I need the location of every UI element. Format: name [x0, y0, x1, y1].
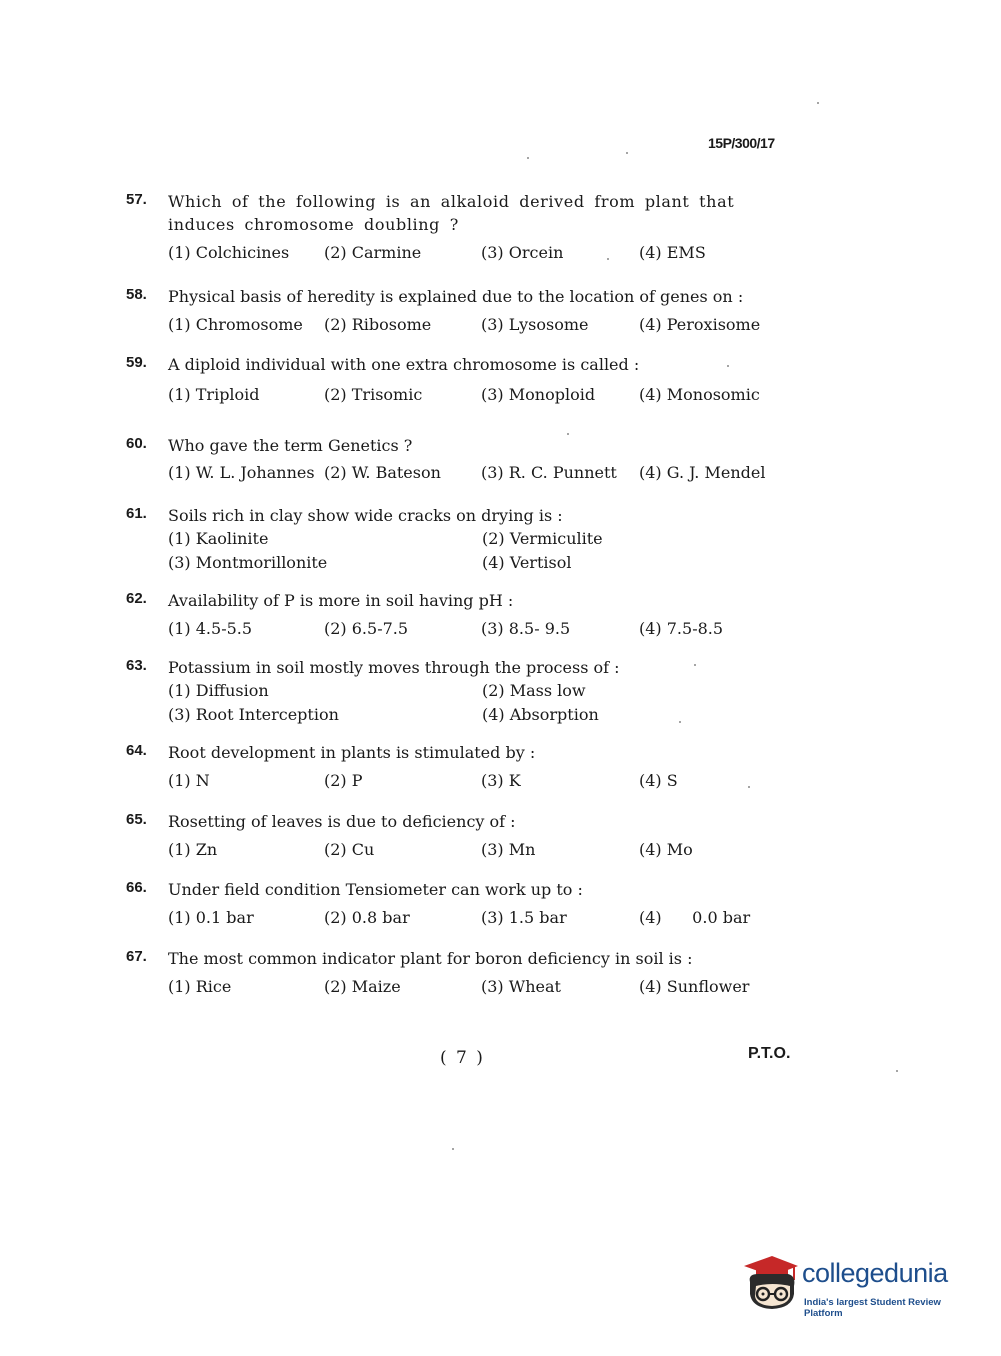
question-text: Potassium in soil mostly moves through the process of :: [168, 658, 620, 677]
option-1: (1) Zn: [168, 840, 218, 859]
option-4: (4) Sunflower: [639, 977, 750, 996]
option-1: (1) Chromosome: [168, 315, 303, 334]
question-text: Root development in plants is stimulated by :: [168, 743, 536, 762]
option-4: (4) 0.0 bar: [639, 908, 751, 927]
question-text: Which of the following is an alkaloid derived from plant that induces chromosome doubling ?: [168, 192, 735, 234]
option-4: (4) Monosomic: [639, 385, 760, 404]
option-4: (4) EMS: [639, 243, 706, 262]
option-2: (2) P: [324, 771, 363, 790]
option-2: (2) Carmine: [324, 243, 422, 262]
paper-code: 15P/300/17: [708, 135, 775, 151]
scan-speck: [748, 786, 750, 788]
option-3: (3) Orcein: [481, 243, 564, 262]
logo-name: collegedunia: [802, 1258, 948, 1288]
options: [168, 618, 806, 640]
scan-speck: [567, 433, 569, 435]
options: [168, 528, 806, 574]
collegedunia-logo: [742, 1252, 972, 1319]
option-3: (3) K: [481, 771, 521, 790]
option-3: (3) 8.5- 9.5: [481, 619, 571, 638]
logo-tagline: India's largest Student Review Platform: [804, 1297, 941, 1319]
question-number: 66.: [126, 879, 147, 896]
question-text: Under field condition Tensiometer can work up to :: [168, 880, 583, 899]
question-66: [126, 878, 806, 929]
option-2: (2) Maize: [324, 977, 401, 996]
option-1: (1) N: [168, 771, 210, 790]
options: [168, 680, 806, 726]
option-1: (1) 4.5-5.5: [168, 619, 253, 638]
options: [168, 907, 806, 929]
option-2: (2) W. Bateson: [324, 463, 441, 482]
scan-speck: [727, 365, 729, 367]
question-number: 65.: [126, 811, 147, 828]
option-4: (4) S: [639, 771, 678, 790]
option-3: (3) Montmorillonite: [168, 553, 328, 572]
pto-label: P.T.O.: [748, 1045, 791, 1062]
question-number: 60.: [126, 435, 147, 452]
option-3: (3) Wheat: [481, 977, 561, 996]
page-number: ( 7 ): [440, 1048, 485, 1068]
question-number: 64.: [126, 742, 147, 759]
question-57: [126, 190, 806, 264]
scan-speck: [607, 258, 609, 260]
question-61: [126, 504, 806, 574]
option-1: (1) Diffusion: [168, 681, 269, 700]
option-2: (2) Vermiculite: [482, 529, 603, 548]
question-number: 63.: [126, 657, 147, 674]
scan-speck: [626, 152, 628, 154]
option-4: (4) 7.5-8.5: [639, 619, 724, 638]
option-3: (3) Root Interception: [168, 705, 339, 724]
question-text: Who gave the term Genetics ?: [168, 436, 413, 455]
question-number: 59.: [126, 354, 147, 371]
question-number: 61.: [126, 505, 147, 522]
options: [168, 839, 806, 861]
scan-speck: [817, 102, 819, 104]
question-number: 62.: [126, 590, 147, 607]
option-1: (1) Colchicines: [168, 243, 290, 262]
question-number: 58.: [126, 286, 147, 303]
option-1: (1) W. L. Johannes: [168, 463, 315, 482]
question-text: Availability of P is more in soil having pH :: [168, 591, 514, 610]
question-number: 67.: [126, 948, 147, 965]
question-58: [126, 285, 806, 336]
question-text: The most common indicator plant for boron deficiency in soil is :: [168, 949, 693, 968]
option-2: (2) Cu: [324, 840, 375, 859]
option-2: (2) Trisomic: [324, 385, 423, 404]
scan-speck: [694, 664, 696, 666]
scan-speck: [527, 157, 529, 159]
question-65: [126, 810, 806, 861]
option-4: (4) G. J. Mendel: [639, 463, 766, 482]
option-4: (4) Absorption: [482, 705, 599, 724]
option-3: (3) Mn: [481, 840, 536, 859]
scan-speck: [452, 1148, 454, 1150]
option-1: (1) Kaolinite: [168, 529, 269, 548]
question-text: Physical basis of heredity is explained due to the location of genes on :: [168, 287, 744, 306]
question-62: [126, 589, 806, 640]
question-text: Rosetting of leaves is due to deficiency of :: [168, 812, 516, 831]
option-2: (2) Mass low: [482, 681, 586, 700]
option-3: (3) Lysosome: [481, 315, 589, 334]
question-text: Soils rich in clay show wide cracks on drying is :: [168, 506, 563, 525]
option-1: (1) 0.1 bar: [168, 908, 254, 927]
question-number: 57.: [126, 191, 147, 208]
question-67: [126, 947, 806, 998]
option-1: (1) Triploid: [168, 385, 260, 404]
option-2: (2) 0.8 bar: [324, 908, 410, 927]
student-mascot-icon: [742, 1252, 800, 1312]
option-4: (4) Vertisol: [482, 553, 572, 572]
question-60: [126, 434, 806, 484]
option-3: (3) Monoploid: [481, 385, 596, 404]
options: [168, 314, 806, 336]
options: [168, 976, 806, 998]
option-2: (2) 6.5-7.5: [324, 619, 409, 638]
options: [168, 242, 806, 264]
scan-speck: [896, 1070, 898, 1072]
option-3: (3) R. C. Punnett: [481, 463, 617, 482]
question-63: [126, 656, 806, 726]
option-3: (3) 1.5 bar: [481, 908, 567, 927]
question-64: [126, 741, 806, 792]
options: [168, 384, 806, 406]
option-4: (4) Peroxisome: [639, 315, 761, 334]
question-text: A diploid individual with one extra chromosome is called :: [168, 355, 640, 374]
option-1: (1) Rice: [168, 977, 232, 996]
option-2: (2) Ribosome: [324, 315, 432, 334]
scan-speck: [679, 721, 681, 723]
question-59: [126, 353, 806, 406]
options: [168, 770, 806, 792]
option-4: (4) Mo: [639, 840, 693, 859]
options: [168, 462, 806, 484]
